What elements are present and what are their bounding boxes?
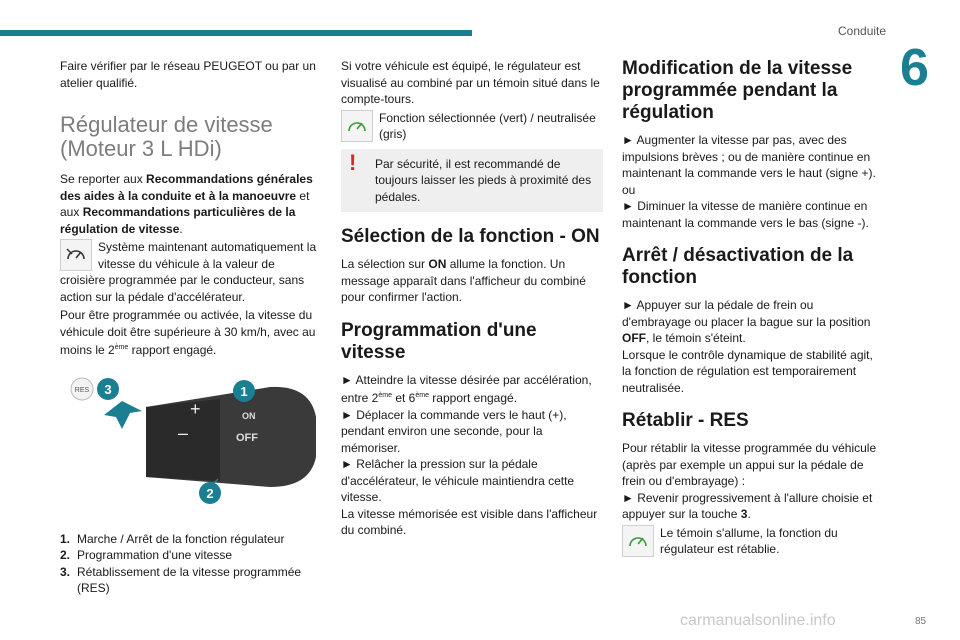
list-number: 3.: [60, 564, 71, 579]
heading-selection: Sélection de la fonction - ON: [341, 226, 600, 247]
list-item: [60, 531, 322, 548]
list-text: Rétablissement de la vitesse programmée (RES): [77, 564, 302, 595]
selection-post: allume la fonction. Un message apparaît dans l'afficheur du combiné pour confirmer l'action.: [341, 257, 586, 304]
ref-end: .: [179, 221, 183, 236]
step1-pre: ► Atteindre la vitesse désirée par accélération, entre 2: [341, 372, 592, 405]
page-number: 85: [915, 616, 927, 627]
memorised-speed-text: La vitesse mémorisée est visible dans l'afficheur du combiné.: [341, 506, 598, 537]
resume-intro: Pour rétablir la vitesse programmée du véhicule (après par exemple un appui sur la pédale de frein ou d'embrayage) :: [622, 441, 877, 488]
cruise-control-icon: [60, 239, 92, 271]
stop-post: , le témoin s'éteint.: [646, 331, 746, 345]
callout-1: 1: [240, 383, 248, 399]
safety-warning: [341, 149, 603, 213]
system-description: Système maintenant automatiquement la vitesse du véhicule à la valeur de croisière programmée par le conducteur, sans action sur la pédale d'accélérateur.: [60, 240, 317, 304]
superscript: ème: [415, 392, 429, 399]
reference-paragraph: [60, 171, 322, 237]
activation-text: Pour être programmée ou activée, la vitesse du véhicule doit être supérieure à 30 km/h, avec au moins le 2: [60, 308, 316, 357]
heading-programming: Programmation d'une vitesse: [341, 319, 537, 363]
selection-on: ON: [428, 257, 447, 271]
stop-off: OFF: [622, 331, 646, 345]
heading-resume: Rétablir - RES: [622, 410, 749, 431]
stop-pre: ► Appuyer sur la pédale de frein ou d'embrayage ou placer la bague sur la position: [622, 298, 871, 329]
step1-mid: et 6: [391, 391, 416, 405]
program-step-2: ► Déplacer la commande vers le haut (+), pendant environ une seconde, pour la mémoriser.: [341, 407, 567, 455]
legend-list: [60, 531, 322, 597]
warning-text: Par sécurité, il est recommandé de toujours laisser les pieds à proximité des pédales.: [375, 156, 592, 204]
cruise-control-stalk-figure: [60, 377, 322, 507]
equipped-text: Si votre véhicule est équipé, le régulateur est visualisé au combiné par un témoin situé dans le compte-tours.: [341, 59, 600, 106]
list-number: 1.: [60, 531, 71, 546]
watermark: carmanualsonline.info: [680, 612, 836, 629]
stop-step-1: [622, 297, 884, 347]
resume-step: [622, 490, 884, 523]
chapter-number: 6: [900, 39, 929, 97]
step1-post: rapport engagé.: [428, 391, 518, 405]
intro-text: Faire vérifier par le réseau PEUGEOT ou par un atelier qualifié.: [60, 59, 316, 90]
minus-symbol: –: [178, 422, 189, 443]
resume-post: .: [747, 507, 751, 521]
section-heading-regulator: Régulateur de vitesse (Moteur 3 L HDi): [60, 112, 273, 161]
speedometer-indicator-icon: [341, 110, 373, 142]
list-item: [60, 564, 322, 597]
header-accent-bar: [0, 30, 472, 36]
ref-bold-2: Recommandations particulières de la régulation de vitesse: [60, 205, 296, 236]
or-text: ou: [622, 182, 636, 197]
program-step-3: ► Relâcher la pression sur la pédale d'accélérateur, le véhicule maintiendra cette vitesse.: [341, 457, 575, 504]
plus-symbol: +: [190, 398, 201, 419]
selection-pre: La sélection sur: [341, 257, 429, 271]
heading-modification: Modification de la vitesse programmée pendant la régulation: [622, 58, 853, 123]
ref-text-mid: et aux: [60, 188, 310, 219]
indicator-description: Fonction sélectionnée (vert) / neutralisée (gris): [379, 110, 596, 141]
resume-pre: ► Revenir progressivement à l'allure choisie et appuyer sur la touche: [622, 490, 873, 521]
list-text: Programmation d'une vitesse: [77, 548, 233, 562]
superscript: ème: [114, 344, 129, 351]
warning-icon: !: [349, 149, 357, 175]
off-label: OFF: [236, 431, 258, 444]
column-1: [60, 58, 322, 597]
heading-stop: Arrêt / désactivation de la fonction: [622, 245, 854, 288]
callout-3: 3: [104, 381, 112, 397]
modif-step-2: ► Diminuer la vitesse de manière continue en maintenant la commande vers le bas (signe -).: [622, 199, 869, 230]
ref-text: Se reporter aux: [60, 172, 147, 186]
callout-2: 2: [206, 485, 214, 501]
column-3: [622, 58, 884, 560]
list-text: Marche / Arrêt de la fonction régulateur: [77, 531, 285, 546]
superscript: ème: [378, 392, 392, 399]
resume-confirmation: Le témoin s'allume, la fonction du régulateur est rétablie.: [660, 525, 838, 556]
res-button-label: RES: [74, 386, 90, 394]
activation-condition: [60, 307, 322, 359]
ref-bold-1: Recommandations générales des aides à la conduite et à la manoeuvre: [60, 172, 313, 203]
modif-step-1: ► Augmenter la vitesse par pas, avec des impulsions brèves ; ou de manière continue en maintenant la commande vers le haut (signe +).: [622, 133, 876, 180]
program-step-1: [341, 372, 603, 407]
resume-key: 3: [740, 507, 748, 521]
selection-text: [341, 256, 603, 306]
activation-text-end: rapport engagé.: [128, 343, 217, 357]
list-number: 2.: [60, 548, 71, 562]
section-title: Conduite: [838, 24, 887, 38]
on-label: ON: [242, 410, 256, 421]
list-item: [60, 547, 322, 564]
column-2: [341, 58, 603, 539]
speedometer-indicator-icon: [622, 525, 654, 557]
stop-note: Lorsque le contrôle dynamique de stabilité agit, la fonction de régulation est temporairement neutralisée.: [622, 347, 873, 395]
